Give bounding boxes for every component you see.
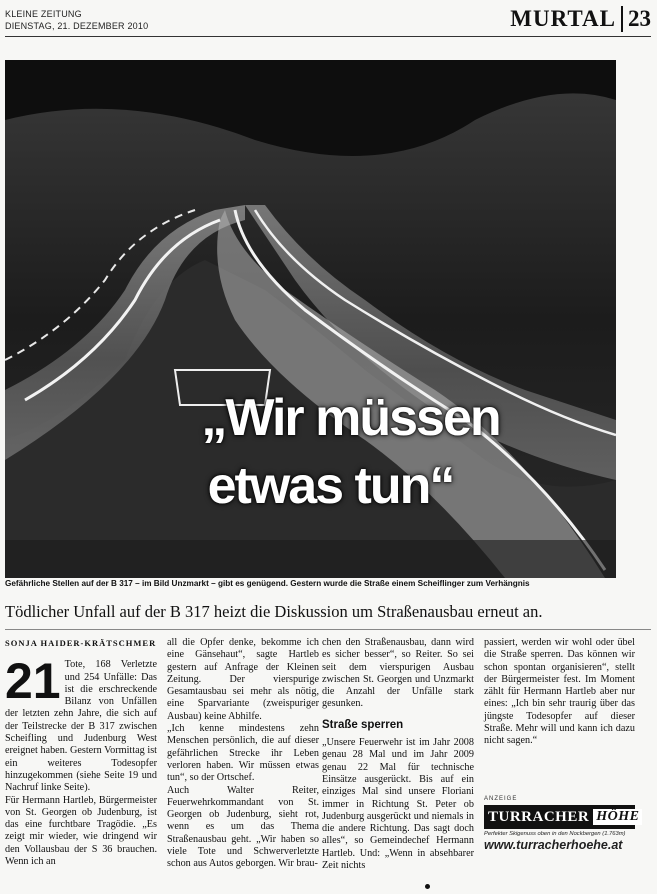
ad-tagline: Perfekter Skigenuss oben in den Nockbergen (1.763m) (484, 831, 626, 837)
newspaper-name: KLEINE ZEITUNG (5, 9, 82, 19)
paragraph: Für Hermann Hartleb, Bürgermeister von St. Georgen ob Judenburg, ist das eine furchtbare Tragödie. „Es zeigt mir wieder, wie dringend wir den Vollausbau der S 36 brauchen. Wenn ich an (5, 794, 157, 868)
section-heading: Straße sperren (322, 718, 404, 731)
section-title: MURTAL (510, 6, 616, 31)
ad-label: ANZEIGE (484, 796, 518, 802)
article-column-3 (322, 637, 474, 872)
header-divider (621, 6, 623, 32)
ad-brand: TURRACHER (488, 808, 590, 825)
paragraph: passiert, werden wir wohl oder übel die Straße sperren. Das können wir schon spontan organisieren“, stellt der Bürgermeister fest. Im Moment zählt für Hermann Hartleb aber nur eines: „Ich bin sehr traurig über das jüngste Todesopfer auf dieser Straße. Mehr will und kann ich dazu nicht sagen.“ (484, 637, 635, 747)
paragraph: chen den Straßenausbau, dann wird es sicher besser“, so Reiter. So sei seit dem vierspurigen Ausbau zwischen St. Georgen und Unzmarkt die Anzahl der Unfälle stark gesunken. (322, 637, 474, 710)
photo-caption: Gefährliche Stellen auf der B 317 – im Bild Unzmarkt – gibt es genügend. Gestern wurde die Straße einem Scheiflinger zum Verhängnis (5, 579, 530, 588)
article-column-1 (5, 637, 157, 868)
advertisement[interactable] (484, 796, 640, 866)
paragraph: „Ich kenne mindestens zehn Menschen persönlich, die auf dieser gefährlichen Strecke ihr Leben verloren haben. Wir müssen etwas tun“, so der Ortschef. (167, 723, 319, 784)
ad-brand-box: HÖHE (593, 809, 642, 825)
paragraph: „Unsere Feuerwehr ist im Jahr 2008 genau 28 Mal und im Jahr 2009 genau 22 Mal für technische Einsätze ausgerückt. Bis auf ein einziges Mal sind unsere Floriani immer in Richtung St. Peter ob Judenburg ausgerückt und niemals in die andere Richtung. Das sagt doch alles“, so Gemeindechef Hermann Hartleb. Und: „Wenn in absehbarer Zeit nichts (322, 737, 474, 872)
headline-line-2: etwas tun“ (207, 457, 454, 515)
masthead (5, 8, 148, 32)
paragraph (5, 653, 157, 794)
paragraph: Auch Walter Reiter, Feuerwehrkommandant von St. Georgen ob Judenburg, sieht rot, wenn es um das Thema Straßenausbau geht. „Wir haben so viele Tote und Schwerverletzte schon aus Autos geborgen. Wir brau- (167, 784, 319, 870)
page-dot (425, 884, 430, 889)
subheadline-rule (5, 629, 651, 630)
paragraph: all die Opfer denke, bekomme ich eine Gänsehaut“, sagte Hartleb gestern auf Anfrage der Kleinen Zeitung. Der vierspurige Gesamtausbau sei mehr als nötig, eine Sparvariante (zweispuriger Ausbau) keine Abhilfe. (167, 637, 319, 722)
page-number: 23 (628, 6, 651, 31)
page-header-right (510, 6, 651, 32)
header-rule (5, 36, 651, 37)
subheadline: Tödlicher Unfall auf der B 317 heizt die Diskussion um Straßenausbau erneut an. (5, 602, 543, 621)
issue-date: DIENSTAG, 21. DEZEMBER 2010 (5, 21, 149, 31)
ad-banner (484, 805, 640, 829)
paragraph-text: Tote, 168 Verletzte und 254 Unfälle: Das ist die erschreckende Bilanz von Unfällen der letzten zehn Jahre, die sich auf der Teilstrecke der B 317 zwischen Scheifling und Judenburg West ereignet haben. Gestern Vormittag ist ein weiteres Todesopfer hinzugekommen (siehe Seite 19 und Nachruf linke Seite). (5, 659, 157, 794)
dropcap: 21 (5, 653, 61, 710)
ad-url-link[interactable]: www.turracherhoehe.at (484, 838, 623, 852)
road-photo (5, 60, 616, 578)
article-column-4 (484, 637, 635, 748)
article-column-2 (167, 637, 319, 871)
headline-line-1: „Wir müssen (201, 389, 500, 447)
author-byline: SONJA HAIDER-KRÄTSCHMER (5, 638, 157, 648)
